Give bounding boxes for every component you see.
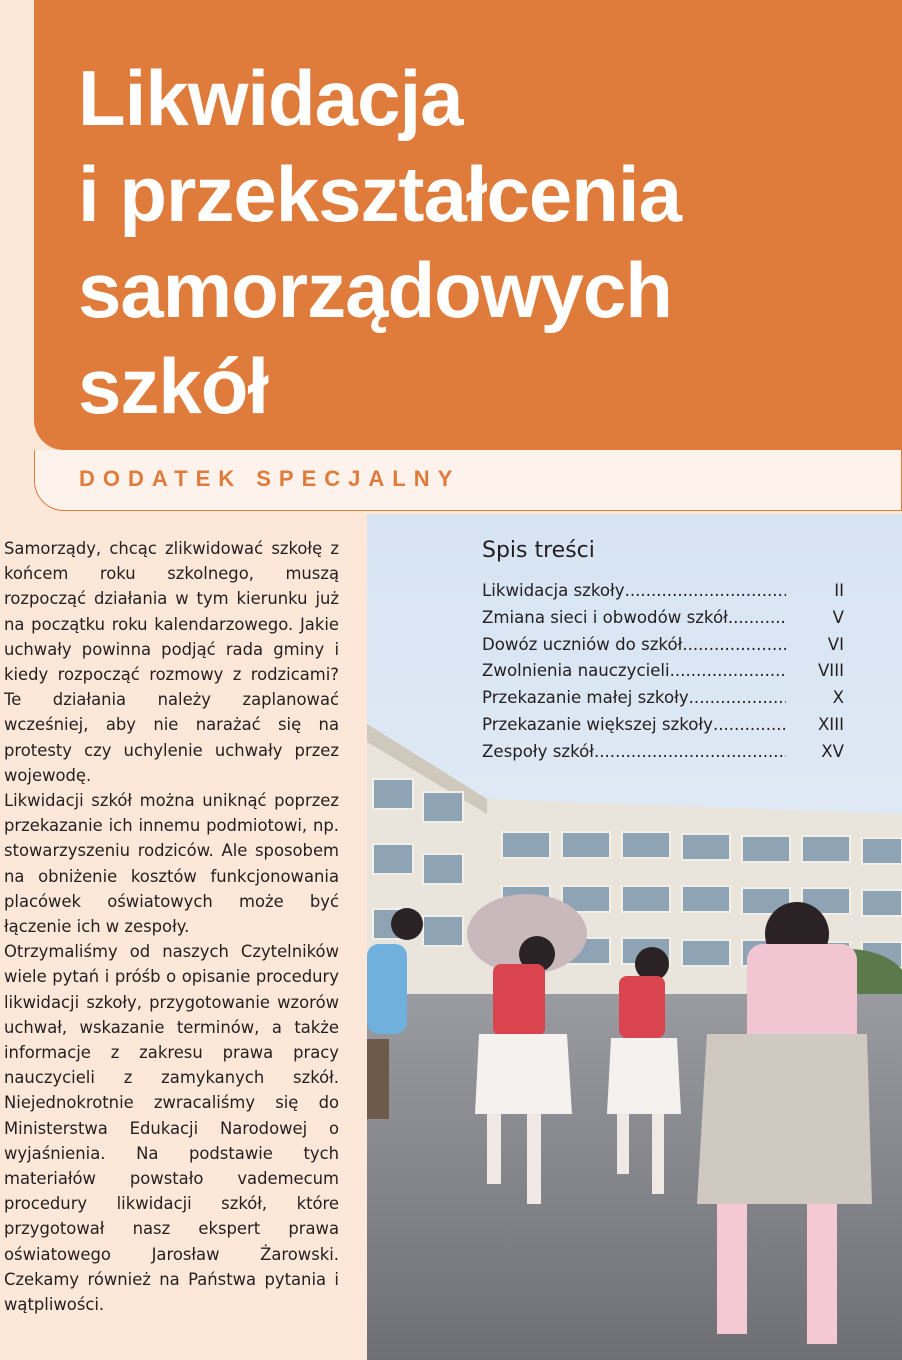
toc-item[interactable]	[482, 661, 844, 688]
toc-item-label: Zmiana sieci i obwodów szkół	[482, 607, 728, 627]
toc-item-page: XIII	[817, 714, 844, 734]
header-banner	[34, 0, 902, 450]
toc-item[interactable]	[482, 742, 844, 769]
toc-item-label: Zespoły szkół	[482, 741, 594, 761]
toc-item[interactable]	[482, 581, 844, 608]
article-paragraph: Otrzymaliśmy od naszych Czytelników wiele pytań i próśb o opisanie procedury likwidacji szkoły, przygotowanie wzorów uchwał, wskazanie terminów, a także informacje z zakresu prawa pracy nauczycieli z zamykanych szkół. Niejednokrotnie zwracaliśmy się do Ministerstwa Edukacji Narodowej o wyjaśnienia. Na podstawie tych materiałów powstało vademecum procedury likwidacji szkół, które przygotował nasz ekspert prawa oświatowego Jarosław Żarowski. Czekamy również na Państwa pytania i wątpliwości.	[4, 942, 339, 1315]
toc-item-label: Dowóz uczniów do szkół	[482, 634, 683, 654]
toc-item[interactable]	[482, 715, 844, 742]
toc-item-label: Przekazanie większej szkoły	[482, 714, 713, 734]
toc-leader-dots	[689, 688, 786, 707]
title-line: szkół	[78, 342, 269, 430]
toc-item-page: VI	[827, 634, 844, 654]
toc-item[interactable]	[482, 688, 844, 715]
article-paragraph: Samorządy, chcąc zlikwidować szkołę z końcem roku szkolnego, muszą rozpocząć działania w tym kierunku już na początku roku kalendarzowego. Jakie uchwały powinna podjąć rada gminy i kiedy rozpocząć rozmowy z rodzicami? Te działania należy zaplanować wcześniej, aby nie narażać się na protesty czy uchylenie uchwały przez wojewodę.	[4, 539, 339, 785]
title-line: i przekształcenia	[78, 150, 681, 238]
toc-leader-dots	[594, 742, 786, 761]
toc-item-label: Zwolnienia nauczycieli	[482, 661, 670, 681]
toc-leader-dots	[682, 635, 786, 654]
toc-item[interactable]	[482, 608, 844, 635]
toc-item-page: XV	[821, 741, 844, 761]
toc-leader-dots	[728, 608, 786, 627]
toc-item-label: Przekazanie małej szkoły	[482, 688, 689, 708]
subheader-band	[34, 450, 902, 511]
toc-leader-dots	[625, 581, 786, 600]
table-of-contents	[482, 538, 844, 769]
toc-item-label: Likwidacja szkoły	[482, 581, 625, 600]
toc-item-page: II	[834, 581, 844, 600]
page-title	[78, 50, 681, 434]
article-paragraph: Likwidacji szkół można uniknąć poprzez przekazanie ich innemu podmiotowi, np. stowarzyszeniu rodziców. Ale sposobem na obniżenie kosztów funkcjonowania placówek oświatowych może być łączenie ich w zespoły.	[4, 791, 339, 937]
title-line: Likwidacja	[78, 54, 463, 142]
toc-item-page: VIII	[817, 661, 844, 681]
toc-item-page: X	[832, 688, 844, 708]
intro-article	[4, 536, 339, 1317]
toc-title: Spis treści	[482, 538, 595, 563]
toc-item-page: V	[832, 607, 844, 627]
toc-item[interactable]	[482, 635, 844, 662]
toc-list	[482, 581, 844, 769]
title-line: samorządowych	[78, 246, 672, 334]
special-supplement-label: DODATEK SPECJALNY	[79, 466, 461, 491]
toc-leader-dots	[713, 715, 786, 734]
toc-leader-dots	[670, 661, 786, 680]
